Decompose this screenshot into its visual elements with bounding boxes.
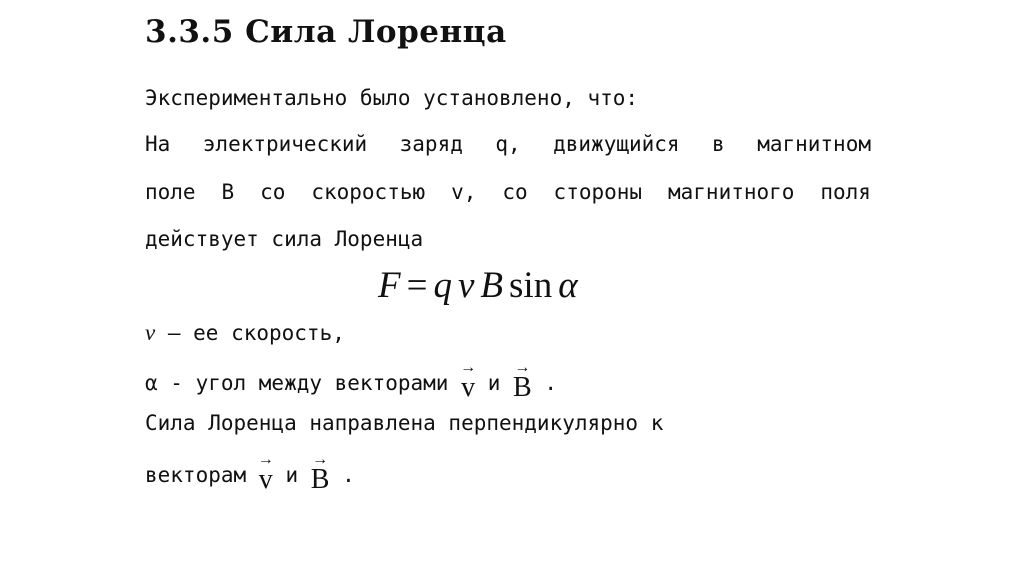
- word: движущийся: [553, 132, 680, 156]
- word: скоростью: [311, 180, 426, 204]
- formula-q: q: [433, 265, 452, 306]
- vector-v-letter: v: [258, 464, 273, 495]
- vector-v: [257, 451, 274, 495]
- vector-b-letter: B: [513, 372, 532, 403]
- formula-v: v: [457, 265, 475, 306]
- formula-f: F: [378, 265, 401, 306]
- word: поля: [820, 180, 871, 204]
- word: В: [221, 180, 235, 204]
- vector-b-letter: B: [310, 464, 330, 495]
- vector-v: [460, 359, 477, 403]
- direction-line-1: Сила Лоренца направлена перпендикулярно к: [145, 411, 664, 435]
- vector-v-letter: v: [461, 372, 476, 403]
- word: магнитном: [757, 132, 871, 156]
- formula-sin: sin: [509, 265, 553, 306]
- vector-b: [310, 451, 330, 495]
- period: .: [531, 371, 557, 395]
- paragraph-line-2: [145, 180, 871, 204]
- paragraph-line-3: действует сила Лоренца: [145, 227, 424, 251]
- period: .: [329, 463, 355, 487]
- vector-arrow-icon: →: [514, 359, 531, 376]
- word: На: [145, 132, 171, 156]
- angle-definition: α - угол между векторами: [145, 371, 462, 395]
- and-word: и: [272, 463, 311, 487]
- definition-angle: [145, 359, 557, 403]
- vector-arrow-icon: →: [257, 451, 274, 468]
- lorentz-formula: [378, 264, 578, 307]
- word: стороны: [553, 180, 643, 204]
- direction-text: векторам: [145, 463, 259, 487]
- word: q,: [495, 132, 521, 156]
- intro-line: Экспериментально было установлено, что:: [145, 86, 639, 110]
- definition-velocity: [145, 320, 345, 346]
- word: электрический: [202, 132, 368, 156]
- vector-arrow-icon: →: [460, 359, 477, 376]
- formula-alpha: α: [558, 265, 578, 306]
- formula-equals: =: [406, 265, 428, 306]
- paragraph-line-1: [145, 132, 871, 156]
- velocity-symbol: v: [145, 320, 156, 345]
- vector-arrow-icon: →: [312, 451, 329, 468]
- formula-b: B: [480, 265, 504, 306]
- word: поле: [145, 180, 196, 204]
- vector-b: [513, 359, 532, 403]
- word: со: [260, 180, 286, 204]
- word: заряд: [399, 132, 463, 156]
- direction-line-2: [145, 451, 355, 495]
- word: со: [502, 180, 528, 204]
- velocity-definition: – ее скорость,: [155, 321, 345, 345]
- slide-title: 3.3.5 Сила Лоренца: [145, 14, 507, 50]
- word: v,: [451, 180, 477, 204]
- and-word: и: [475, 371, 514, 395]
- word: в: [712, 132, 725, 156]
- word: магнитного: [668, 180, 795, 204]
